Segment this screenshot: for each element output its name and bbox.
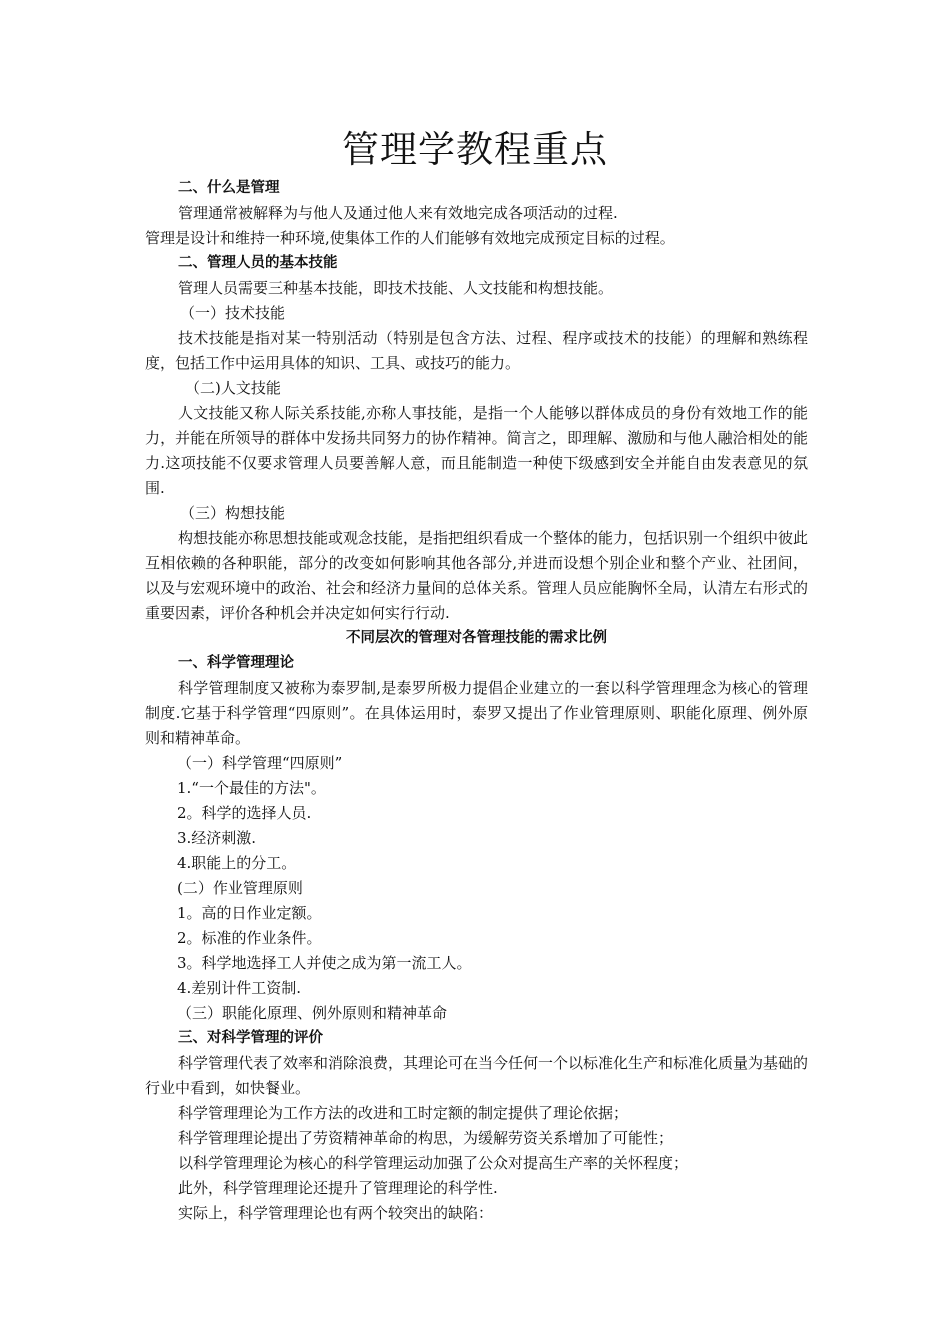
document-title: 管理学教程重点 — [342, 128, 608, 171]
paragraph: 技术技能是指对某一特别活动（特别是包含方法、过程、程序或技术的技能）的理解和熟练程度，包括工作中运用具体的知识、工具、或技巧的能力。 — [145, 329, 808, 372]
list-item: 2。科学的选择人员. — [177, 804, 312, 822]
paragraph: 以科学管理理论为核心的科学管理运动加强了公众对提高生产率的关怀程度； — [178, 1154, 689, 1172]
paragraph: 科学管理制度又被称为泰罗制,是泰罗所极力提倡企业建立的一套以科学管理理念为核心的管理制度.它基于科学管理“四原则”。在具体运用时，泰罗又提出了作业管理原则、职能化原理、例外原则和精神革命。 — [145, 679, 808, 747]
subheading: （一）科学管理“四原则” — [177, 754, 343, 772]
subheading: (二）作业管理原则 — [177, 879, 303, 897]
list-item: 2。标准的作业条件。 — [177, 929, 322, 947]
paragraph: 科学管理理论为工作方法的改进和工时定额的制定提供了理论依据； — [178, 1104, 629, 1122]
list-item: 1.“一个最佳的方法"。 — [177, 779, 326, 797]
paragraph: 实际上，科学管理理论也有两个较突出的缺陷： — [178, 1204, 494, 1222]
paragraph: 科学管理代表了效率和消除浪费，其理论可在当今任何一个以标准化生产和标准化质量为基础的行业中看到，如快餐业。 — [145, 1054, 809, 1097]
subheading: （三）构想技能 — [180, 504, 286, 522]
paragraph: 科学管理理论提出了劳资精神革命的构思，为缓解劳资关系增加了可能性； — [178, 1129, 674, 1147]
list-item: 1。高的日作业定额。 — [177, 904, 322, 922]
paragraph: 管理是设计和维持一种环境,使集体工作的人们能够有效地完成预定目标的过程。 — [145, 229, 675, 247]
list-item: 3。科学地选择工人并使之成为第一流工人。 — [177, 954, 472, 972]
section-heading: 二、什么是管理 — [178, 180, 280, 196]
subheading: （一）技术技能 — [180, 304, 286, 322]
section-heading: 三、对科学管理的评价 — [178, 1030, 323, 1046]
list-item: 4.差别计件工资制. — [177, 979, 302, 997]
section-heading: 一、科学管理理论 — [178, 655, 294, 671]
subheading: （二)人文技能 — [185, 379, 281, 397]
paragraph: 此外，科学管理理论还提升了管理理论的科学性. — [178, 1179, 498, 1197]
section-heading: 二、管理人员的基本技能 — [178, 255, 338, 271]
paragraph: 构想技能亦称思想技能或观念技能，是指把组织看成一个整体的能力，包括识别一个组织中彼此互相依赖的各种职能，部分的改变如何影响其他各部分,并进而设想个别企业和整个产业、社团间，以及与宏观环境中的政治、社会和经济力量间的总体关系。管理人员应能胸怀全局，认清左右形式的重要因素，评价各种机会并决定如何实行行动. — [145, 529, 809, 622]
document-body — [145, 176, 808, 1226]
list-item: 4.职能上的分工。 — [177, 854, 297, 872]
subheading: （三）职能化原理、例外原则和精神革命 — [177, 1004, 448, 1022]
paragraph: 人文技能又称人际关系技能,亦称人事技能，是指一个人能够以群体成员的身份有效地工作的能力，并能在所领导的群体中发扬共同努力的协作精神。简言之，即理解、激励和与他人融洽相处的能力.这项技能不仅要求管理人员要善解人意，而且能制造一种使下级感到安全并能自由发表意见的氛围. — [145, 404, 808, 497]
list-item: 3.经济刺激. — [177, 829, 257, 847]
paragraph: 管理人员需要三种基本技能，即技术技能、人文技能和构想技能。 — [178, 279, 614, 297]
section-heading: 不同层次的管理对各管理技能的需求比例 — [346, 630, 607, 646]
paragraph: 管理通常被解释为与他人及通过他人来有效地完成各项活动的过程. — [178, 204, 618, 222]
